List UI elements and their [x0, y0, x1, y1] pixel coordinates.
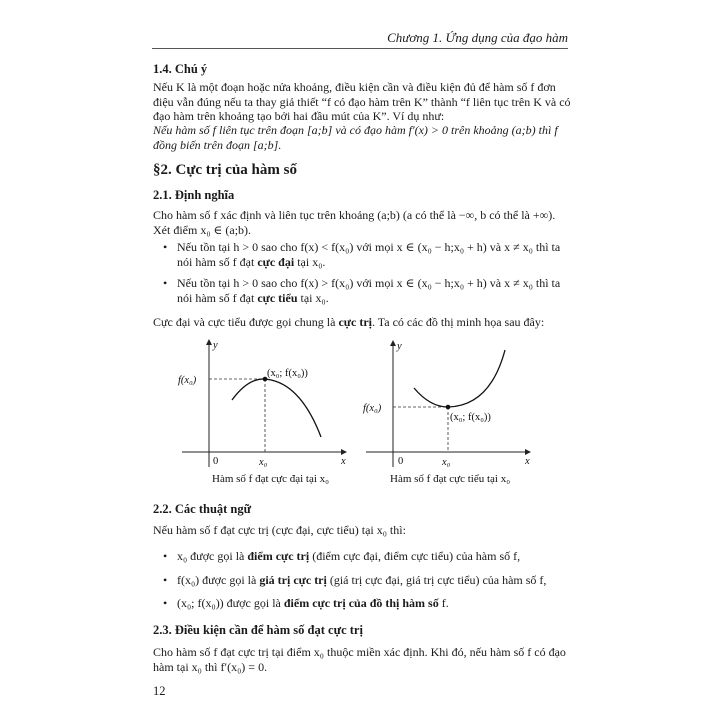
terminology-bullet: • (x₀; f(x₀)) được gọi là điểm cực trị của đồ thị hàm số f. — [153, 596, 573, 611]
y-axis-label: y — [397, 341, 402, 352]
extremum-point — [446, 405, 451, 410]
intro-2-1: Cho hàm số f xác định và liên tục trên khoảng (a;b) (a có thể là −∞, b có thể là +∞). Xét điểm x₀ ∈ (a;b). — [153, 208, 556, 237]
curve-minimum — [414, 350, 505, 407]
origin-label: 0 — [398, 456, 404, 467]
y-axis-label: y — [213, 340, 218, 351]
graph-caption: Hàm số f đạt cực đại tại x₀ — [212, 473, 330, 485]
fx0-tick-label: f(x₀) — [178, 375, 197, 386]
terminology-bullet: • f(x₀) được gọi là giá trị cực trị (giá trị cực đại, giá trị cực tiểu) của hàm số f, — [153, 573, 573, 588]
example-1-4: Nếu hàm số f liên tục trên đoạn [a;b] và có đạo hàm f′(x) > 0 trên khoảng (a;b) thì f đồng biến trên đoạn [a;b]. — [153, 123, 558, 152]
heading-section-2: §2. Cực trị của hàm số — [153, 162, 297, 178]
intro-2-2: Nếu hàm số f đạt cực trị (cực đại, cực tiểu) tại x₀ thì: — [153, 523, 406, 537]
term-gia-tri-cuc-tri: giá trị cực trị — [259, 572, 327, 587]
page-number: 12 — [153, 684, 166, 698]
para-1-4: Nếu K là một đoạn hoặc nửa khoảng, điều kiện cần và điều kiện đủ để hàm số f đơn điệu vẫn đúng nếu ta thay giả thiết “f có đạo hàm trên K” thành “f liên tục trên K và có đạo hàm trên khoảng tạo bởi hai đầu mút của K”. Ví dụ như: — [153, 80, 571, 123]
heading-1-4: 1.4. Chú ý — [153, 62, 208, 76]
x0-tick-label: x₀ — [442, 457, 451, 468]
point-label: (x₀; f(x₀)) — [450, 412, 491, 423]
terminology-bullet: • x₀ được gọi là điểm cực trị (điểm cực đại, điểm cực tiểu) của hàm số f, — [153, 549, 573, 564]
x-axis-label: x — [341, 456, 346, 467]
heading-2-1: 2.1. Định nghĩa — [153, 188, 235, 202]
graph-local-maximum — [178, 340, 346, 485]
graph-caption: Hàm số f đạt cực tiểu tại x₀ — [390, 473, 511, 485]
x-axis-label: x — [525, 456, 530, 467]
definition-bullet: • Nếu tồn tại h > 0 sao cho f(x) < f(x₀) với mọi x ∈ (x₀ − h;x₀ + h) và x ≠ x₀ thì ta nói hàm số f đạt cực đại tại x₀. — [153, 240, 573, 269]
term-diem-cuc-tri-do-thi: điểm cực trị của đồ thị hàm số — [283, 596, 439, 610]
term-cuc-tri: cực trị — [338, 315, 372, 329]
terminology-list — [153, 549, 573, 611]
x0-tick-label: x₀ — [259, 457, 268, 468]
point-label: (x₀; f(x₀)) — [267, 368, 308, 379]
heading-2-3: 2.3. Điều kiện cần để hàm số đạt cực trị — [153, 623, 363, 637]
definition-bullet: • Nếu tồn tại h > 0 sao cho f(x) > f(x₀) với mọi x ∈ (x₀ − h;x₀ + h) và x ≠ x₀ thì ta nói hàm số f đạt cực tiểu tại x₀. — [153, 276, 573, 305]
curve-maximum — [232, 379, 321, 437]
summary-line: Cực đại và cực tiểu được gọi chung là cực trị. Ta có các đồ thị minh họa sau đây: — [153, 315, 545, 329]
term-cuc-dai: cực đại — [257, 254, 295, 269]
term-diem-cuc-tri: điểm cực trị — [247, 549, 310, 563]
origin-label: 0 — [213, 456, 219, 467]
para-2-3: Cho hàm số f đạt cực trị tại điểm x₀ thuộc miền xác định. Khi đó, nếu hàm số f có đạo hàm tại x₀ thì f′(x₀) = 0. — [153, 645, 566, 674]
fx0-tick-label: f(x₀) — [363, 403, 382, 414]
heading-2-2: 2.2. Các thuật ngữ — [153, 502, 252, 516]
graph-local-minimum — [363, 341, 530, 485]
chapter-title: Chương 1. Ứng dụng của đạo hàm — [387, 30, 568, 45]
term-cuc-tieu: cực tiểu — [257, 290, 298, 305]
